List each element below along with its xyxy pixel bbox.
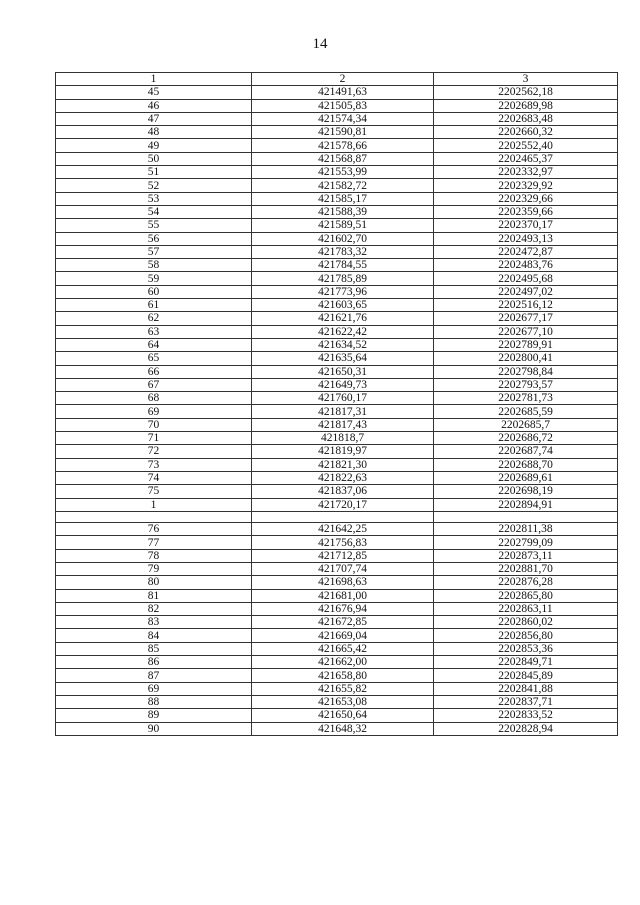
cell-point: 88 <box>56 695 252 708</box>
cell-y: 2202493,13 <box>434 232 618 245</box>
cell-y: 2202841,88 <box>434 682 618 695</box>
cell-x: 421822,63 <box>252 471 434 484</box>
cell-y: 2202688,70 <box>434 458 618 471</box>
cell-x: 421676,94 <box>252 602 434 615</box>
table-row <box>56 536 618 549</box>
cell-y: 2202689,61 <box>434 471 618 484</box>
cell-point: 66 <box>56 365 252 378</box>
cell-x: 421603,65 <box>252 299 434 312</box>
cell-point: 75 <box>56 485 252 498</box>
cell-point: 81 <box>56 589 252 602</box>
cell-y: 2202789,91 <box>434 338 618 351</box>
cell-y: 2202793,57 <box>434 378 618 391</box>
table-row <box>56 112 618 125</box>
cell-point: 80 <box>56 576 252 589</box>
cell-y: 2202562,18 <box>434 86 618 99</box>
table-row <box>56 299 618 312</box>
cell-x: 421585,17 <box>252 192 434 205</box>
cell-y: 2202472,87 <box>434 245 618 258</box>
cell-y <box>434 511 618 522</box>
table-row <box>56 695 618 708</box>
cell-point: 48 <box>56 126 252 139</box>
cell-point: 90 <box>56 722 252 735</box>
cell-point: 70 <box>56 418 252 431</box>
table-row <box>56 669 618 682</box>
cell-y: 2202828,94 <box>434 722 618 735</box>
cell-y: 2202332,97 <box>434 166 618 179</box>
cell-point: 1 <box>56 498 252 511</box>
cell-y: 2202849,71 <box>434 656 618 669</box>
table-row <box>56 99 618 112</box>
table-row <box>56 378 618 391</box>
cell-y: 2202860,02 <box>434 616 618 629</box>
cell-x: 421681,00 <box>252 589 434 602</box>
cell-y: 2202833,52 <box>434 709 618 722</box>
cell-point: 56 <box>56 232 252 245</box>
cell-x: 421672,85 <box>252 616 434 629</box>
table-row <box>56 562 618 575</box>
cell-y: 2202811,38 <box>434 523 618 536</box>
cell-y: 2202894,91 <box>434 498 618 511</box>
table-row <box>56 152 618 165</box>
cell-x: 421650,31 <box>252 365 434 378</box>
cell-point: 52 <box>56 179 252 192</box>
cell-y: 2202863,11 <box>434 602 618 615</box>
cell-x: 421648,32 <box>252 722 434 735</box>
cell-point: 47 <box>56 112 252 125</box>
cell-y: 2202837,71 <box>434 695 618 708</box>
cell-x: 421712,85 <box>252 549 434 562</box>
cell-point: 86 <box>56 656 252 669</box>
table-row <box>56 179 618 192</box>
cell-x: 421665,42 <box>252 642 434 655</box>
table-header-row <box>56 73 618 86</box>
cell-point: 57 <box>56 245 252 258</box>
cell-y: 2202853,36 <box>434 642 618 655</box>
table-row <box>56 245 618 258</box>
cell-point: 78 <box>56 549 252 562</box>
cell-y: 2202689,98 <box>434 99 618 112</box>
cell-y: 2202683,48 <box>434 112 618 125</box>
cell-y: 2202876,28 <box>434 576 618 589</box>
cell-point: 72 <box>56 445 252 458</box>
cell-x: 421658,80 <box>252 669 434 682</box>
cell-x: 421602,70 <box>252 232 434 245</box>
table-row <box>56 511 618 522</box>
cell-x: 421574,34 <box>252 112 434 125</box>
cell-x: 421760,17 <box>252 392 434 405</box>
coordinates-table <box>55 72 618 736</box>
cell-y: 2202483,76 <box>434 259 618 272</box>
cell-x: 421649,73 <box>252 378 434 391</box>
cell-y: 2202685,59 <box>434 405 618 418</box>
cell-y: 2202873,11 <box>434 549 618 562</box>
cell-point: 65 <box>56 352 252 365</box>
cell-y: 2202677,17 <box>434 312 618 325</box>
cell-point: 55 <box>56 219 252 232</box>
cell-y: 2202881,70 <box>434 562 618 575</box>
cell-point: 60 <box>56 285 252 298</box>
table-row <box>56 272 618 285</box>
cell-point: 58 <box>56 259 252 272</box>
cell-y: 2202465,37 <box>434 152 618 165</box>
table-row <box>56 232 618 245</box>
cell-point: 69 <box>56 405 252 418</box>
cell-x: 421553,99 <box>252 166 434 179</box>
cell-y: 2202799,09 <box>434 536 618 549</box>
column-header-x: 2 <box>252 73 434 86</box>
cell-x: 421818,7 <box>252 432 434 445</box>
cell-point: 50 <box>56 152 252 165</box>
cell-point: 45 <box>56 86 252 99</box>
cell-point: 73 <box>56 458 252 471</box>
column-header-y: 3 <box>434 73 618 86</box>
table-row <box>56 549 618 562</box>
table-row <box>56 219 618 232</box>
cell-point: 76 <box>56 523 252 536</box>
cell-point: 62 <box>56 312 252 325</box>
table-row <box>56 523 618 536</box>
cell-x: 421588,39 <box>252 205 434 218</box>
cell-x: 421784,55 <box>252 259 434 272</box>
cell-y: 2202660,32 <box>434 126 618 139</box>
table-row <box>56 445 618 458</box>
table-row <box>56 325 618 338</box>
cell-x: 421821,30 <box>252 458 434 471</box>
cell-point: 82 <box>56 602 252 615</box>
cell-point: 64 <box>56 338 252 351</box>
cell-point: 89 <box>56 709 252 722</box>
cell-point: 83 <box>56 616 252 629</box>
table-row <box>56 602 618 615</box>
table-row <box>56 722 618 735</box>
cell-y: 2202495,68 <box>434 272 618 285</box>
cell-x: 421655,82 <box>252 682 434 695</box>
table-row <box>56 642 618 655</box>
cell-point: 77 <box>56 536 252 549</box>
cell-point: 67 <box>56 378 252 391</box>
cell-x: 421590,81 <box>252 126 434 139</box>
cell-x: 421817,43 <box>252 418 434 431</box>
cell-point: 87 <box>56 669 252 682</box>
cell-x: 421837,06 <box>252 485 434 498</box>
column-header-point: 1 <box>56 73 252 86</box>
cell-x: 421653,08 <box>252 695 434 708</box>
table-row <box>56 576 618 589</box>
table-row <box>56 498 618 511</box>
cell-y: 2202865,80 <box>434 589 618 602</box>
cell-point: 71 <box>56 432 252 445</box>
cell-x: 421634,52 <box>252 338 434 351</box>
table-row <box>56 589 618 602</box>
cell-point: 74 <box>56 471 252 484</box>
table-row <box>56 458 618 471</box>
cell-x: 421589,51 <box>252 219 434 232</box>
cell-x: 421783,32 <box>252 245 434 258</box>
table-body <box>56 86 618 736</box>
cell-x: 421568,87 <box>252 152 434 165</box>
cell-point: 46 <box>56 99 252 112</box>
cell-y: 2202781,73 <box>434 392 618 405</box>
cell-x: 421642,25 <box>252 523 434 536</box>
table-row <box>56 392 618 405</box>
cell-x: 421669,04 <box>252 629 434 642</box>
cell-x: 421819,97 <box>252 445 434 458</box>
cell-x: 421635,64 <box>252 352 434 365</box>
cell-point: 63 <box>56 325 252 338</box>
table-row <box>56 166 618 179</box>
cell-x: 421773,96 <box>252 285 434 298</box>
table-row <box>56 352 618 365</box>
table-row <box>56 338 618 351</box>
table-row <box>56 709 618 722</box>
cell-y: 2202687,74 <box>434 445 618 458</box>
cell-point: 69 <box>56 682 252 695</box>
table-row <box>56 405 618 418</box>
cell-x: 421662,00 <box>252 656 434 669</box>
cell-point: 51 <box>56 166 252 179</box>
cell-x: 421785,89 <box>252 272 434 285</box>
table-row <box>56 192 618 205</box>
table-row <box>56 418 618 431</box>
cell-x: 421578,66 <box>252 139 434 152</box>
cell-x: 421707,74 <box>252 562 434 575</box>
cell-point: 54 <box>56 205 252 218</box>
cell-x: 421720,17 <box>252 498 434 511</box>
cell-point: 59 <box>56 272 252 285</box>
cell-y: 2202798,84 <box>434 365 618 378</box>
cell-x: 421505,83 <box>252 99 434 112</box>
cell-y: 2202329,66 <box>434 192 618 205</box>
table-row <box>56 432 618 445</box>
table-row <box>56 365 618 378</box>
cell-y: 2202359,66 <box>434 205 618 218</box>
cell-y: 2202677,10 <box>434 325 618 338</box>
cell-y: 2202800,41 <box>434 352 618 365</box>
table-row <box>56 139 618 152</box>
table-row <box>56 86 618 99</box>
cell-y: 2202685,7 <box>434 418 618 431</box>
cell-point: 61 <box>56 299 252 312</box>
table-row <box>56 682 618 695</box>
cell-y: 2202552,40 <box>434 139 618 152</box>
cell-y: 2202698,19 <box>434 485 618 498</box>
table-row <box>56 259 618 272</box>
cell-point: 79 <box>56 562 252 575</box>
cell-y: 2202856,80 <box>434 629 618 642</box>
table-row <box>56 312 618 325</box>
cell-y: 2202329,92 <box>434 179 618 192</box>
table-row <box>56 205 618 218</box>
cell-point <box>56 511 252 522</box>
table-row <box>56 656 618 669</box>
cell-point: 49 <box>56 139 252 152</box>
page-number: 14 <box>312 36 328 52</box>
cell-x: 421756,83 <box>252 536 434 549</box>
cell-x: 421491,63 <box>252 86 434 99</box>
table-row <box>56 471 618 484</box>
cell-point: 53 <box>56 192 252 205</box>
cell-x: 421582,72 <box>252 179 434 192</box>
cell-x: 421817,31 <box>252 405 434 418</box>
cell-point: 68 <box>56 392 252 405</box>
cell-y: 2202686,72 <box>434 432 618 445</box>
cell-point: 85 <box>56 642 252 655</box>
cell-y: 2202370,17 <box>434 219 618 232</box>
table-row <box>56 616 618 629</box>
cell-x: 421698,63 <box>252 576 434 589</box>
cell-x: 421622,42 <box>252 325 434 338</box>
table-row <box>56 485 618 498</box>
table-row <box>56 126 618 139</box>
cell-x <box>252 511 434 522</box>
cell-y: 2202516,12 <box>434 299 618 312</box>
cell-point: 84 <box>56 629 252 642</box>
table-row <box>56 629 618 642</box>
cell-y: 2202497,02 <box>434 285 618 298</box>
table-row <box>56 285 618 298</box>
cell-x: 421621,76 <box>252 312 434 325</box>
cell-y: 2202845,89 <box>434 669 618 682</box>
cell-x: 421650,64 <box>252 709 434 722</box>
